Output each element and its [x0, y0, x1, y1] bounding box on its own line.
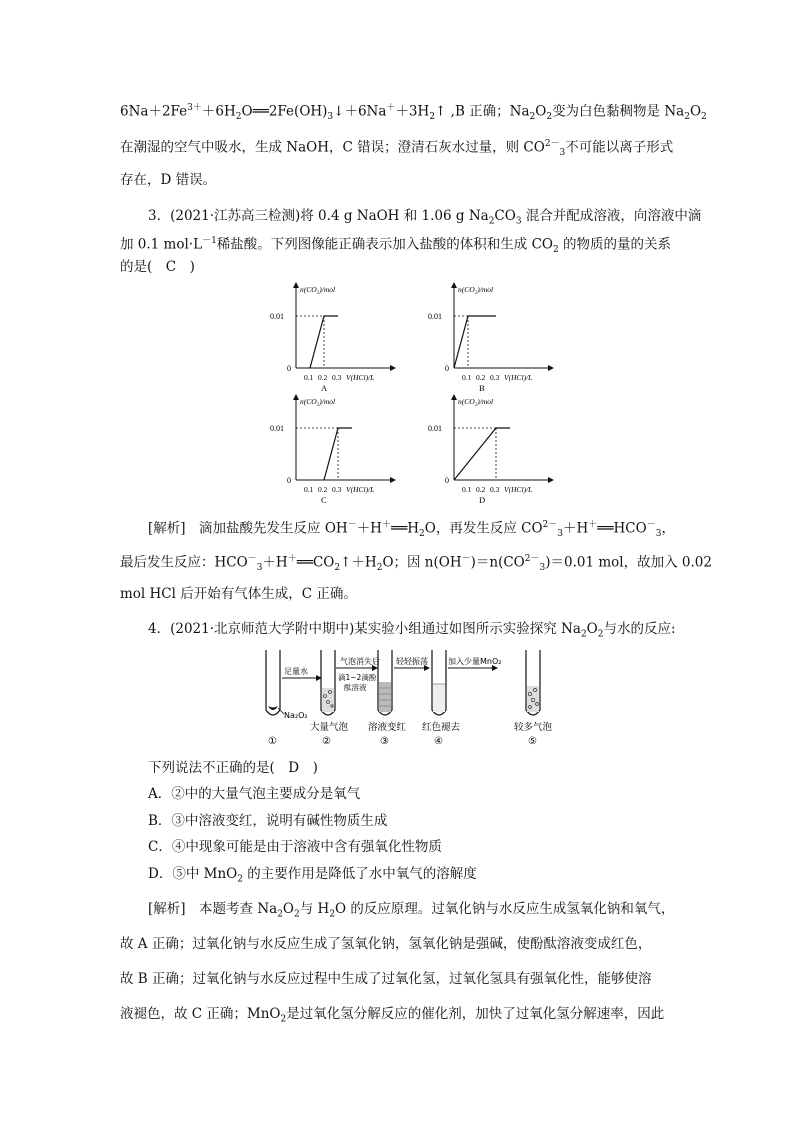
q4-analysis-3: 故 B 正确；过氧化钠与水反应过程中生成了过氧化氢，过氧化氢具有强氧化性，能够使溶: [120, 971, 652, 987]
tube-number-4: ④: [434, 736, 443, 747]
x-axis-label: V(HCl)/L: [346, 373, 375, 382]
prev-line-1: $6Na+2Fe^{3+}+6H_2O══2Fe(OH)_3↓+6Na^++3H_2↑$ ,B 正确；$Na_2O_2$变为白色黏稠物是 $Na_2O_2$: [120, 103, 707, 123]
arrow-label-3: 轻轻振荡: [396, 657, 428, 666]
origin-label: 0: [445, 364, 449, 373]
tube-number-3: ③: [380, 736, 389, 747]
y-axis-arrow: [293, 394, 299, 400]
drop-label-2: 酞溶液: [344, 683, 367, 692]
q4-analysis-1: [解析] 本题考查 $Na_2O_2$与 $H_2O$ 的反应原理。过氧化钠与水反应生成氢氧化钠和氧气，: [148, 901, 675, 920]
q3-analysis-2: 最后发生反应：$HCO^-_3+H^+══CO_2↑+H_2O$；因 $n(OH^-)=n(CO^{2-}_3)=0.01$ mol，故加入 0.02: [120, 554, 712, 574]
drop-label: 滴1~2滴酚: [338, 673, 377, 682]
q4-option-d: D．⑤中 MnO$_2$ 的主要作用是降低了水中氧气的溶解度: [148, 866, 477, 885]
q3-stem-3: 的是( C ): [120, 259, 195, 275]
chart-title: C: [321, 495, 327, 505]
tube-label-2: 大量气泡: [310, 722, 349, 733]
x-axis-label: V(HCl)/L: [346, 485, 375, 494]
origin-label: 0: [445, 476, 449, 485]
q3-stem-1: 3．(2021·江苏高三检测)将 0.4 g NaOH 和 1.06 g $Na_2CO_3$ 混合并配成溶液，向溶液中滴: [148, 208, 702, 227]
x-tick-label: 0.2: [476, 373, 486, 382]
y-tick-label: 0.01: [428, 312, 442, 321]
arrow-label-2: 气泡消失后: [340, 657, 380, 666]
experiment-figure: [258, 646, 553, 747]
x-axis-label: V(HCl)/L: [504, 373, 533, 382]
q4-ask: 下列说法不正确的是( D ): [148, 760, 318, 776]
tube-number-5: ⑤: [528, 736, 537, 747]
x-tick-label: 0.1: [304, 485, 314, 494]
arrow-label-4: 加入少量MnO₂: [448, 657, 502, 666]
tube-label-4: 红色褪去: [422, 722, 461, 733]
x-axis-arrow: [548, 365, 554, 371]
origin-label: 0: [287, 476, 291, 485]
prev-line-3: 存在，D 错误。: [120, 172, 217, 188]
series-line: [454, 428, 510, 480]
y-tick-label: 0.01: [428, 424, 442, 433]
q4-stem: 4．(2021·北京师范大学附中期中)某实验小组通过如图所示实验探究 $Na_2O_2$与水的反应:: [148, 621, 676, 640]
y-tick-label: 0.01: [270, 312, 284, 321]
chart-b: [428, 282, 568, 396]
y-axis-label: n(CO₂)/mol: [300, 397, 336, 406]
y-axis-arrow: [293, 282, 299, 288]
chart-title: D: [479, 495, 486, 505]
q4-option-a: A．②中的大量气泡主要成分是氧气: [148, 786, 361, 802]
x-tick-label: 0.3: [490, 485, 500, 494]
x-tick-label: 0.3: [332, 373, 342, 382]
y-axis-arrow: [451, 282, 457, 288]
y-axis-label: n(CO₂)/mol: [300, 285, 336, 294]
chart-title: B: [479, 383, 485, 393]
x-tick-label: 0.3: [490, 373, 500, 382]
chart-c: [270, 394, 410, 508]
x-tick-label: 0.1: [462, 373, 472, 382]
q3-analysis-3: mol HCl 后开始有气体生成，C 正确。: [120, 586, 357, 602]
q3-stem-2: 加 0.1 $mol\cdot L^{-1}$稀盐酸。下列图像能正确表示加入盐酸的体积和生成 $CO_2$ 的物质的量的关系: [120, 236, 672, 256]
y-axis-label: n(CO₂)/mol: [458, 397, 494, 406]
x-tick-label: 0.1: [304, 373, 314, 382]
tube-label-5: 较多气泡: [514, 722, 553, 733]
x-tick-label: 0.2: [318, 373, 328, 382]
test-tube-2: [321, 650, 335, 715]
x-tick-label: 0.2: [476, 485, 486, 494]
tube-number-2: ②: [322, 736, 331, 747]
y-axis-arrow: [451, 394, 457, 400]
series-line: [454, 316, 496, 368]
x-tick-label: 0.3: [332, 485, 342, 494]
x-tick-label: 0.2: [318, 485, 328, 494]
arrow-label-1: 足量水: [284, 667, 308, 676]
prev-line-2: 在潮湿的空气中吸水，生成 NaOH，C 错误；澄清石灰水过量，则 $CO^{2-}_3$不可能以离子形式: [120, 139, 674, 159]
y-tick-label: 0.01: [270, 424, 284, 433]
x-axis-arrow: [548, 477, 554, 483]
solid-label: Na₂O₂: [284, 711, 308, 720]
q4-analysis-4: 液褪色，故 C 正确；MnO$_2$是过氧化氢分解反应的催化剂，加快了过氧化氢分解速率，因此: [120, 1006, 665, 1025]
chart-d: [428, 394, 568, 508]
origin-label: 0: [287, 364, 291, 373]
x-axis-label: V(HCl)/L: [504, 485, 533, 494]
chart-title: A: [321, 383, 328, 393]
q3-analysis-1: [解析] 滴加盐酸先发生反应 $OH^-+H^+══H_2O$，再发生反应 $CO^{2-}_3+H^+══HCO^-_3$，: [148, 520, 675, 540]
test-tube-5: [526, 650, 540, 715]
test-tube-1: [266, 650, 284, 715]
tube-number-1: ①: [268, 736, 277, 747]
x-axis-arrow: [390, 477, 396, 483]
chart-a: [270, 282, 410, 396]
tube-label-3: 溶液变红: [368, 722, 407, 733]
q4-option-b: B．③中溶液变红，说明有碱性物质生成: [148, 813, 388, 829]
test-tube-4: [432, 650, 446, 715]
test-tube-3: [378, 650, 392, 715]
y-axis-label: n(CO₂)/mol: [458, 285, 494, 294]
x-tick-label: 0.1: [462, 485, 472, 494]
x-axis-arrow: [390, 365, 396, 371]
q4-analysis-2: 故 A 正确；过氧化钠与水反应生成了氢氧化钠，氢氧化钠是强碱，使酚酞溶液变成红色，: [120, 936, 652, 952]
q4-option-c: C．④中现象可能是由于溶液中含有强氧化性物质: [148, 839, 442, 855]
